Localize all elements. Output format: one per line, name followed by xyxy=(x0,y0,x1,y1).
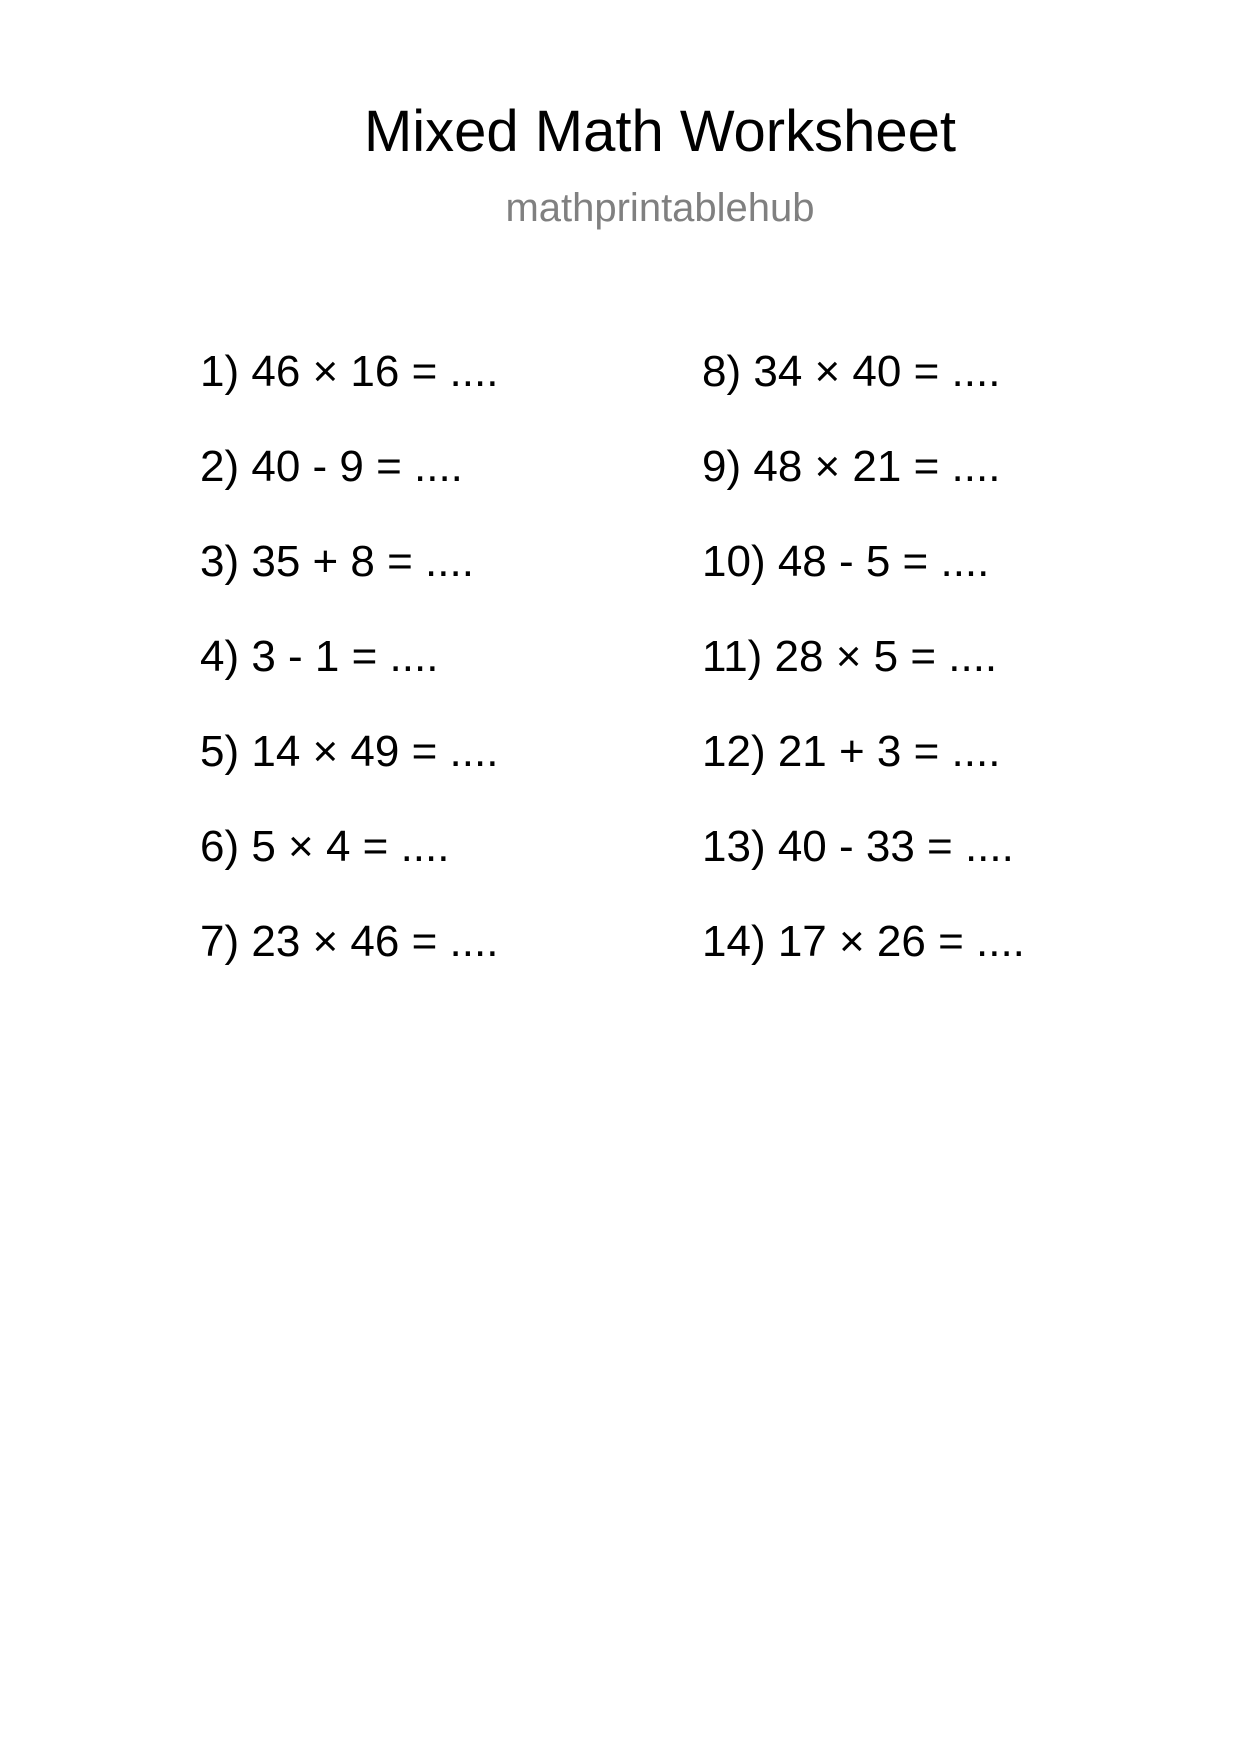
problem-item: 7) 23 × 46 = .... xyxy=(200,917,499,966)
problems-right-column xyxy=(702,346,1025,1011)
problem-item: 13) 40 - 33 = .... xyxy=(702,822,1014,871)
problem-item: 8) 34 × 40 = .... xyxy=(702,347,1001,396)
problem-item: 14) 17 × 26 = .... xyxy=(702,917,1025,966)
problem-item: 3) 35 + 8 = .... xyxy=(200,537,474,586)
problem-item: 10) 48 - 5 = .... xyxy=(702,537,990,586)
problem-item: 1) 46 × 16 = .... xyxy=(200,347,499,396)
problem-item: 6) 5 × 4 = .... xyxy=(200,822,450,871)
page-title: Mixed Math Worksheet xyxy=(363,99,957,164)
problem-item: 4) 3 - 1 = .... xyxy=(200,632,439,681)
problem-item: 9) 48 × 21 = .... xyxy=(702,442,1001,491)
problem-item: 11) 28 × 5 = .... xyxy=(702,632,998,681)
problem-item: 5) 14 × 49 = .... xyxy=(200,727,499,776)
page-subtitle: mathprintablehub xyxy=(505,186,815,230)
problem-item: 2) 40 - 9 = .... xyxy=(200,442,463,491)
problems-left-column xyxy=(200,346,498,1011)
problem-item: 12) 21 + 3 = .... xyxy=(702,727,1001,776)
